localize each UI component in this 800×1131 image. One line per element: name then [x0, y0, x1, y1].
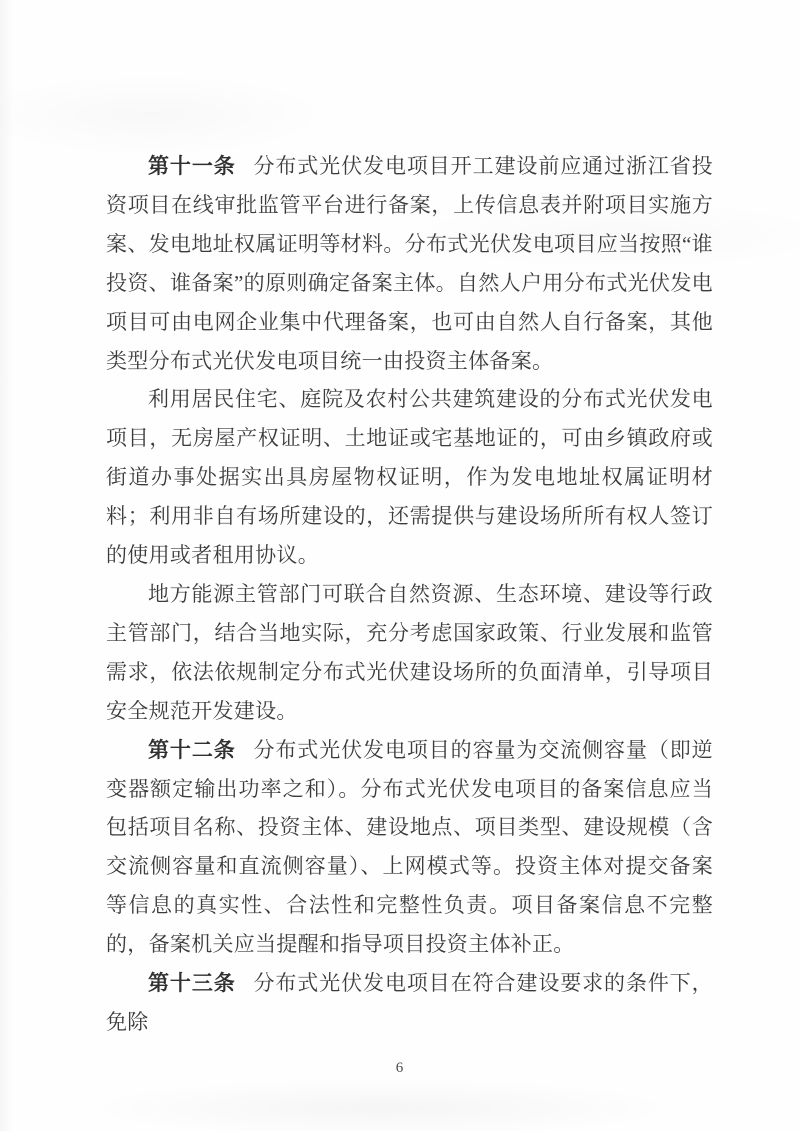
paragraph-article-12: [106, 731, 713, 964]
paragraph-local-energy-authorities: [106, 575, 713, 731]
paragraph-article-13: [106, 964, 713, 1042]
article-number-13: 第十三条: [148, 971, 236, 996]
page-number: 6: [395, 1060, 405, 1076]
document-body: [106, 147, 713, 1042]
paragraph-text: 地方能源主管部门可联合自然资源、生态环境、建设等行政主管部门，结合当地实际，充分考虑国家政策、行业发展和监管需求，依法依规制定分布式光伏建设场所的负面清单，引导项目安全规范开发建设。: [106, 581, 713, 723]
paragraph-residential-buildings: [106, 380, 713, 575]
article-number-11: 第十一条: [148, 154, 236, 178]
paragraph-article-11: [106, 147, 713, 380]
paragraph-text: 分布式光伏发电项目在符合建设要求的条件下，免除: [106, 971, 713, 1034]
paragraph-text: 分布式光伏发电项目开工建设前应通过浙江省投资项目在线审批监管平台进行备案，上传信息表并附项目实施方案、发电地址权属证明等材料。分布式光伏发电项目应当按照“谁投资、谁备案”的原则确定备案主体。自然人户用分布式光伏发电项目可由电网企业集中代理备案，也可由自然人自行备案，其他类型分布式光伏发电项目统一由投资主体备案。: [106, 154, 713, 373]
paragraph-text: 利用居民住宅、庭院及农村公共建筑建设的分布式光伏发电项目，无房屋产权证明、土地证或宅基地证的，可由乡镇政府或街道办事处据实出具房屋物权证明，作为发电地址权属证明材料；利用非自有场所建设的，还需提供与建设场所所有权人签订的使用或者租用协议。: [106, 387, 713, 568]
article-number-12: 第十二条: [148, 737, 236, 762]
paragraph-text: 分布式光伏发电项目的容量为交流侧容量（即逆变器额定输出功率之和）。分布式光伏发电项目的备案信息应当包括项目名称、投资主体、建设地点、项目类型、建设规模（含交流侧容量和直流侧容量）、上网模式等。投资主体对提交备案等信息的真实性、合法性和完整性负责。项目备案信息不完整的，备案机关应当提醒和指导项目投资主体补正。: [106, 737, 713, 957]
